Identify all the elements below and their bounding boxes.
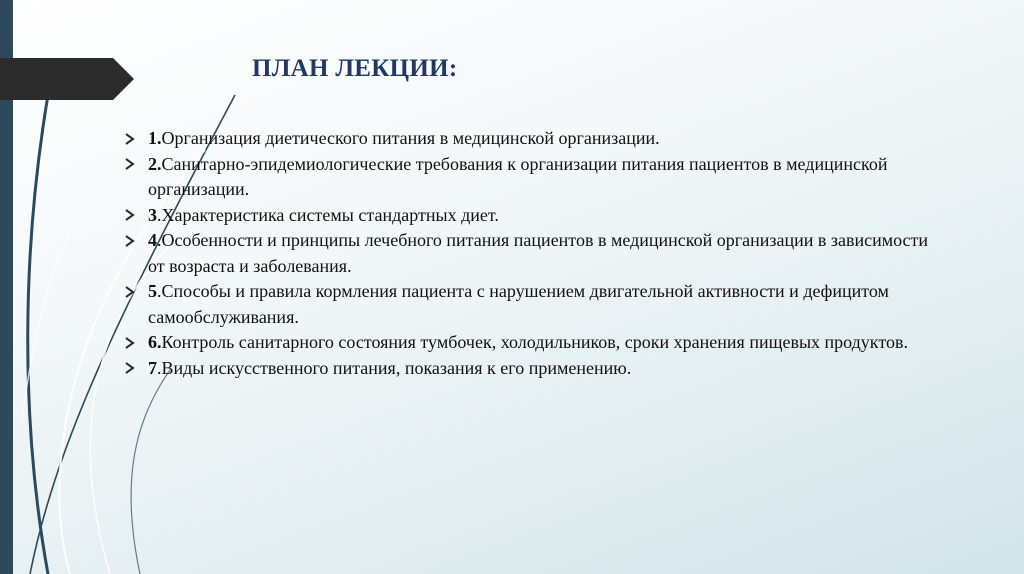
item-number: 4 — [148, 230, 157, 250]
item-text: .Особенности и принципы лечебного питания пациентов в медицинской организации в зависимости от возраста и заболевания. — [148, 230, 929, 276]
item-number: 2. — [148, 153, 162, 174]
arrow-bullet-icon — [124, 126, 138, 151]
item-number: 6. — [148, 332, 162, 352]
list-item — [124, 152, 944, 203]
list-item — [124, 330, 944, 356]
arrow-bullet-icon — [124, 356, 138, 381]
arrow-bullet-icon — [124, 228, 138, 253]
item-number: 5 — [148, 281, 157, 301]
title-tab-arrow — [0, 58, 134, 100]
page-title: ПЛАН ЛЕКЦИИ: — [252, 55, 458, 82]
item-text: .Характеристика системы стандартных диет. — [157, 204, 499, 225]
list-item — [124, 356, 944, 382]
list-item — [124, 279, 944, 330]
arrow-bullet-icon — [124, 152, 138, 177]
arrow-bullet-icon — [124, 279, 138, 304]
item-text: .Виды искусственного питания, показания к его применению. — [157, 357, 632, 378]
list-item — [124, 228, 944, 279]
item-number: 7 — [148, 357, 157, 378]
item-number: 1. — [148, 128, 162, 148]
lecture-plan-list — [124, 126, 944, 381]
item-text: .Способы и правила кормления пациента с нарушением двигательной активности и дефицитом самообслуживания. — [148, 281, 889, 327]
item-number: 3 — [148, 204, 157, 225]
item-text: Организация диетического питания в медицинской организации. — [161, 128, 660, 148]
item-text: Контроль санитарного состояния тумбочек, холодильников, сроки хранения пищевых продуктов. — [161, 332, 908, 352]
arrow-bullet-icon — [124, 203, 138, 228]
list-item — [124, 126, 944, 152]
item-text: Санитарно-эпидемиологические требования к организации питания пациентов в медицинской организации. — [148, 153, 888, 199]
list-item — [124, 203, 944, 229]
arrow-bullet-icon — [124, 330, 138, 355]
